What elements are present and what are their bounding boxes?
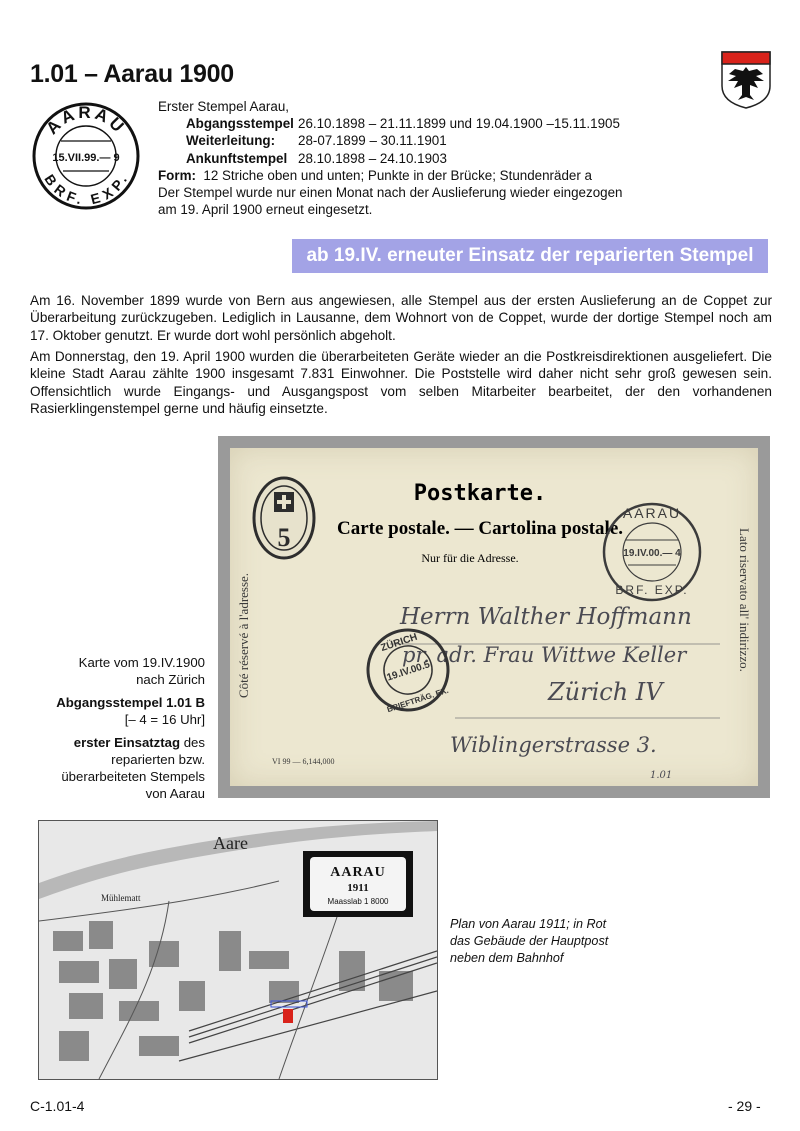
pencil-note: 1.01	[650, 770, 673, 781]
postcard-drawing	[230, 448, 758, 786]
postcard-image	[230, 448, 758, 786]
body-paragraph: Am 16. November 1899 wurde von Bern aus angewiesen, alle Stempel aus der ersten Auslieferung an de Coppet zur Überarbeitung zurückzugeben. Lediglich in Lausanne, dem Wohnort von de Coppet, wurde der dortige Stempel noch am 17. Oktober genutzt. Er wurde dort wohl persönlich abgeholt.	[30, 293, 772, 343]
zurich-arrival-postmark	[358, 620, 459, 721]
zurich-top-text: ZÜRICH	[379, 631, 419, 654]
body-paragraph: Am Donnerstag, den 19. April 1900 wurden die überarbeiteten Geräte wieder an die Postkreisdirektionen ausgeliefert. Die kleine Stadt Aarau zählte 1900 insgesamt 7.831 Einwohner. Die Poststelle wird daher nicht sehr groß gewesen sein. Offensichtlich wurde Eingangs- und Ausgangspost vom selben Mitarbeiter bearbeitet, der den vorhandenen Rasierklingenstempel gerne und häufig einsetzte.	[30, 349, 772, 417]
zurich-date-text: 19.IV.00.5	[385, 659, 432, 684]
postmark-bottom-text: BRF. EXP.	[41, 171, 131, 208]
postcard-address-hint: Nur für die Adresse.	[421, 551, 519, 565]
postmark-top-text: AARAU	[42, 103, 130, 138]
stamp-info-row: Ankunftstempel 28.10.1898 – 24.10.1903	[186, 150, 447, 166]
city-map-drawing	[39, 821, 437, 1079]
footer-reference: C-1.01-4	[30, 1098, 85, 1114]
section-banner: ab 19.IV. erneuter Einsatz der reparierten Stempel	[292, 239, 768, 273]
map-title: AARAU	[330, 865, 386, 880]
handwritten-address-line: Zürich IV	[548, 678, 663, 706]
aarau-cancel-postmark	[604, 504, 700, 600]
handwritten-address-line: Herrn Walther Hoffmann	[400, 604, 692, 630]
map-scale: Maasslab 1 8000	[327, 897, 389, 906]
postcard-left-vertical: Côté réservé à l'adresse.	[236, 572, 251, 698]
page-number: - 29 -	[728, 1098, 761, 1114]
stamp-info-heading: Erster Stempel Aarau,	[158, 99, 289, 114]
stamp-form: Form: 12 Striche oben und unten; Punkte in der Brücke; Stundenräder a	[158, 167, 592, 183]
aarau-crest-icon	[720, 50, 772, 110]
postmark-date-text: 15.VII.99.— 9	[52, 152, 120, 164]
map-caption: Plan von Aarau 1911; in Rot das Gebäude der Hauptpost neben dem Bahnhof	[450, 917, 609, 965]
handwritten-address-line: pr. adr. Frau Wittwe Keller	[402, 643, 687, 667]
card-caption: Karte vom 19.IV.1900 nach Zürich Abgangsstempel 1.01 B [– 4 = 16 Uhr] erster Einsatztag des reparierten bzw. überarbeiteten Stempels von Aarau	[56, 655, 205, 801]
stamp-note: Der Stempel wurde nur einen Monat nach der Auslieferung wieder eingezogen am 19. April 1900 erneut eingesetzt.	[158, 185, 623, 218]
postcard-subtitle: Carte postale. — Cartolina postale.	[336, 518, 624, 539]
zurich-bottom-text: BRIEFTRÄG. EX.	[385, 685, 450, 715]
stamp-info-row: Abgangsstempel 26.10.1898 – 21.11.1899 und 19.04.1900 –15.11.1905	[186, 116, 620, 132]
postcard-right-vertical: Lato riservato all' indirizzo.	[737, 528, 752, 672]
cancel-bottom-text: BRF. EXP.	[615, 583, 689, 597]
print-code: VI 99 — 6,144,000	[272, 757, 335, 766]
stamp-info-row: Weiterleitung: 28-07.1899 – 30.11.1901	[186, 133, 447, 149]
postage-value: 5	[277, 523, 291, 552]
aarau-postmark-image	[30, 100, 142, 212]
page-title: 1.01 – Aarau 1900	[30, 60, 234, 88]
svg-text:BRF. EXP.	[41, 171, 130, 207]
map-year: 1911	[347, 882, 369, 894]
city-map-image	[38, 820, 438, 1080]
map-area-label: Mühlematt	[101, 893, 141, 903]
svg-text:AARAU	[42, 103, 129, 138]
cancel-top-text: AARAU	[622, 505, 682, 521]
postcard-title: Postkarte.	[413, 481, 547, 506]
cancel-date-text: 19.IV.00.— 4	[623, 548, 681, 559]
map-river-label: Aare	[213, 833, 248, 853]
handwritten-address-line: Wiblingerstrasse 3.	[450, 733, 657, 757]
stamp-info	[158, 98, 638, 218]
